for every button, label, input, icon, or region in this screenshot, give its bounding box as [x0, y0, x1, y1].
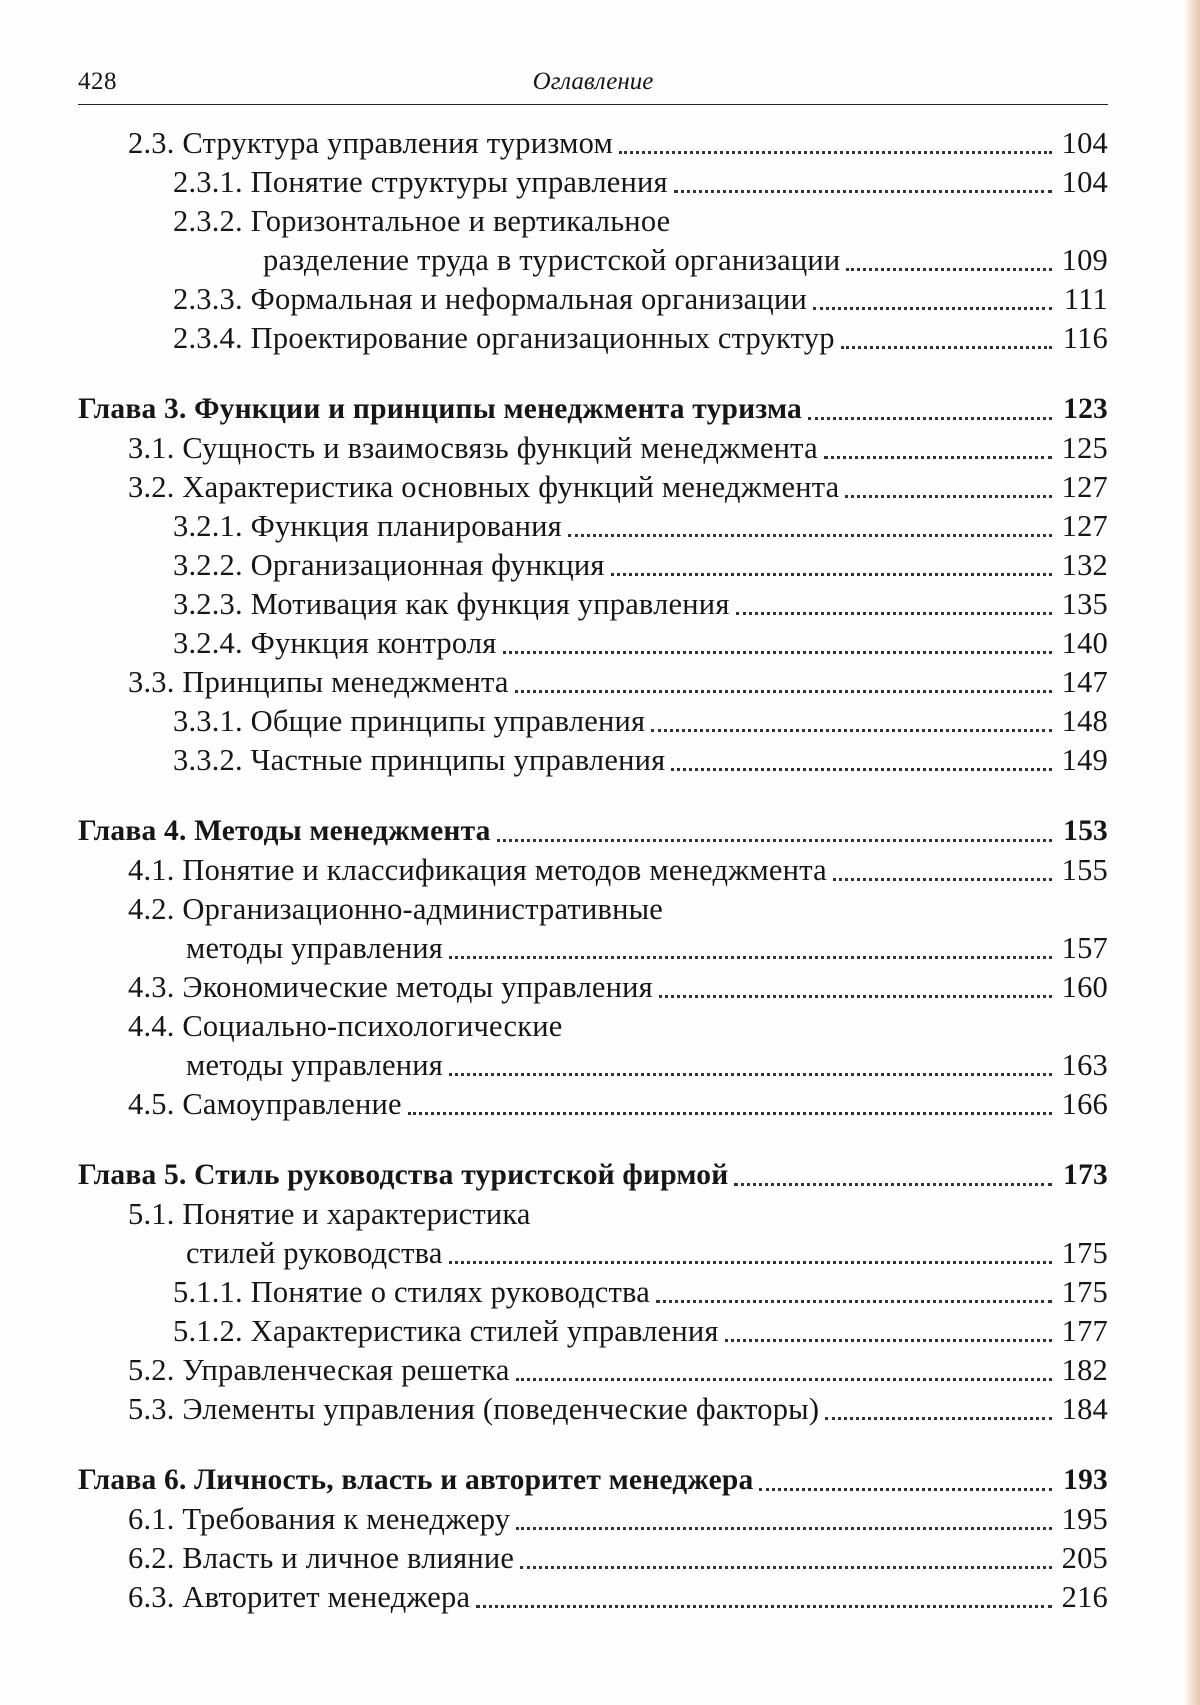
dot-leader	[619, 150, 1052, 154]
toc-chapter-entry	[78, 812, 1108, 851]
toc-page-number: 127	[1061, 509, 1108, 543]
toc-entry-title: 5.3. Элементы управления (поведенческие факторы)	[128, 1392, 820, 1426]
toc-page-number: 116	[1062, 321, 1108, 355]
toc-page-number: 182	[1061, 1353, 1108, 1387]
toc-entry-title: 5.1. Понятие и характеристика	[128, 1197, 531, 1231]
toc-page-number: 132	[1061, 548, 1108, 582]
toc-entry-title: 4.2. Организационно-административные	[128, 892, 664, 926]
toc-page-number: 205	[1061, 1541, 1108, 1575]
dot-leader	[516, 1377, 1052, 1381]
toc-entry	[78, 1046, 1108, 1085]
toc-entry-title: 3.2.4. Функция контроля	[173, 626, 497, 660]
toc-page-number: 184	[1061, 1392, 1108, 1426]
toc-entry	[78, 702, 1108, 741]
toc-entry	[78, 968, 1108, 1007]
dot-leader	[674, 189, 1052, 193]
toc-page-number: 127	[1061, 470, 1108, 504]
dot-leader	[476, 1604, 1052, 1608]
toc-page-number: 148	[1061, 704, 1108, 738]
dot-leader	[408, 1111, 1052, 1115]
toc-entry	[78, 890, 1108, 929]
toc-page-number: 155	[1061, 853, 1108, 887]
dot-leader	[656, 1299, 1052, 1303]
toc-entry	[78, 624, 1108, 663]
dot-leader	[659, 994, 1052, 998]
toc-chapter-entry	[78, 1156, 1108, 1195]
toc-page-number: 157	[1061, 931, 1108, 965]
toc-entry-title: 3.1. Сущность и взаимосвязь функций менеджмента	[128, 431, 818, 465]
toc-entry	[78, 1234, 1108, 1273]
toc-entry	[78, 241, 1108, 280]
toc-page-number: 147	[1061, 665, 1108, 699]
toc-page-number: 175	[1061, 1275, 1108, 1309]
toc-page-number: 193	[1063, 1464, 1108, 1496]
toc-entry-title: Глава 5. Стиль руководства туристской фирмой	[78, 1159, 729, 1191]
toc-entry	[78, 929, 1108, 968]
toc-entry	[78, 851, 1108, 890]
dot-leader	[725, 1338, 1052, 1342]
toc-page-number: 123	[1063, 393, 1108, 425]
dot-leader	[734, 1182, 1052, 1186]
toc-page-number: 135	[1061, 587, 1108, 621]
toc-entry-title: методы управления	[186, 931, 443, 965]
toc-page-number: 160	[1061, 970, 1108, 1004]
dot-leader	[759, 1487, 1052, 1491]
toc-entry-title: 3.2.1. Функция планирования	[173, 509, 562, 543]
toc-entry-title: 3.3.1. Общие принципы управления	[173, 704, 646, 738]
dot-leader	[611, 572, 1052, 576]
toc-entry-title: 2.3.2. Горизонтальное и вертикальное	[173, 204, 671, 238]
toc-entry-title: методы управления	[186, 1048, 443, 1082]
toc-entry	[78, 1500, 1108, 1539]
toc-entry-title: Глава 6. Личность, власть и авторитет менеджера	[78, 1464, 754, 1496]
running-header	[78, 60, 1108, 105]
dot-leader	[824, 455, 1052, 459]
dot-leader	[515, 689, 1052, 693]
toc-page-number: 177	[1061, 1314, 1108, 1348]
toc-entry	[78, 1578, 1108, 1617]
dot-leader	[503, 650, 1052, 654]
toc-page-number: 111	[1063, 282, 1108, 316]
toc-entry-title: 2.3. Структура управления туризмом	[128, 126, 613, 160]
dot-leader	[516, 1526, 1052, 1530]
toc-entry-title: 5.2. Управленческая решетка	[128, 1353, 510, 1387]
toc-entry	[78, 202, 1108, 241]
toc-entry	[78, 507, 1108, 546]
toc-entry-title: 2.3.4. Проектирование организационных структур	[173, 321, 835, 355]
toc-entry-title: 6.3. Авторитет менеджера	[128, 1580, 471, 1614]
toc-entry-title: 3.3.2. Частные принципы управления	[173, 743, 666, 777]
toc-entry-title: 4.5. Самоуправление	[128, 1087, 402, 1121]
toc-entry-title: 6.1. Требования к менеджеру	[128, 1502, 511, 1536]
toc-page-number: 104	[1061, 126, 1108, 160]
toc-entry-title: 4.1. Понятие и классификация методов менеджмента	[128, 853, 827, 887]
toc-entry	[78, 741, 1108, 780]
dot-leader	[736, 611, 1052, 615]
toc-entry	[78, 585, 1108, 624]
toc-entry-title: стилей руководства	[186, 1236, 443, 1270]
dot-leader	[833, 877, 1052, 881]
toc-entry	[78, 280, 1108, 319]
toc-entry-title: 4.3. Экономические методы управления	[128, 970, 653, 1004]
toc-entry	[78, 1351, 1108, 1390]
toc-entry	[78, 468, 1108, 507]
toc-page-number: 104	[1061, 165, 1108, 199]
dot-leader	[846, 267, 1052, 271]
toc-entry-title: 3.2.3. Мотивация как функция управления	[173, 587, 730, 621]
toc-page-number: 149	[1061, 743, 1108, 777]
toc-page-number: 195	[1061, 1502, 1108, 1536]
page-edge-shadow	[1184, 0, 1200, 1705]
toc-entry-title: 4.4. Социально-психологические	[128, 1009, 563, 1043]
toc-entry	[78, 429, 1108, 468]
dot-leader	[449, 1260, 1052, 1264]
dot-leader	[568, 533, 1052, 537]
toc-page-number: 216	[1061, 1580, 1108, 1614]
toc-entry	[78, 1390, 1108, 1429]
toc-entry-title: Глава 3. Функции и принципы менеджмента туризма	[78, 393, 803, 425]
toc-entry	[78, 1539, 1108, 1578]
toc-entry	[78, 1273, 1108, 1312]
toc-entry	[78, 1195, 1108, 1234]
toc-entry	[78, 319, 1108, 358]
toc-entry	[78, 124, 1108, 163]
table-of-contents	[78, 124, 1108, 1617]
dot-leader	[497, 838, 1052, 842]
dot-leader	[520, 1565, 1052, 1569]
toc-page-number: 125	[1061, 431, 1108, 465]
toc-entry-title: 3.2. Характеристика основных функций менеджмента	[128, 470, 840, 504]
toc-entry	[78, 546, 1108, 585]
toc-entry	[78, 1007, 1108, 1046]
toc-page-number: 140	[1061, 626, 1108, 660]
header-title: Оглавление	[532, 68, 654, 95]
toc-page-number: 173	[1063, 1159, 1108, 1191]
toc-page-number: 153	[1063, 815, 1108, 847]
toc-entry-title: Глава 4. Методы менеджмента	[78, 815, 491, 847]
toc-page-number: 175	[1061, 1236, 1108, 1270]
dot-leader	[841, 345, 1052, 349]
dot-leader	[808, 416, 1052, 420]
toc-entry-title: разделение труда в туристской организации	[263, 243, 841, 277]
toc-entry-title: 3.3. Принципы менеджмента	[128, 665, 509, 699]
toc-chapter-entry	[78, 390, 1108, 429]
toc-entry-title: 2.3.1. Понятие структуры управления	[173, 165, 668, 199]
toc-page-number: 166	[1061, 1087, 1108, 1121]
toc-entry	[78, 663, 1108, 702]
toc-entry	[78, 1312, 1108, 1351]
toc-entry	[78, 163, 1108, 202]
dot-leader	[651, 728, 1052, 732]
toc-entry-title: 6.2. Власть и личное влияние	[128, 1541, 515, 1575]
dot-leader	[845, 494, 1052, 498]
dot-leader	[671, 767, 1052, 771]
page-number: 428	[78, 68, 117, 95]
toc-page-number: 109	[1061, 243, 1108, 277]
toc-entry-title: 5.1.1. Понятие о стилях руководства	[173, 1275, 650, 1309]
toc-entry-title: 5.1.2. Характеристика стилей управления	[173, 1314, 719, 1348]
toc-entry	[78, 1085, 1108, 1124]
dot-leader	[825, 1416, 1052, 1420]
toc-page-number: 163	[1061, 1048, 1108, 1082]
dot-leader	[449, 1072, 1052, 1076]
toc-chapter-entry	[78, 1461, 1108, 1500]
toc-entry-title: 2.3.3. Формальная и неформальная организации	[173, 282, 807, 316]
dot-leader	[449, 955, 1052, 959]
toc-entry-title: 3.2.2. Организационная функция	[173, 548, 605, 582]
dot-leader	[813, 306, 1052, 310]
